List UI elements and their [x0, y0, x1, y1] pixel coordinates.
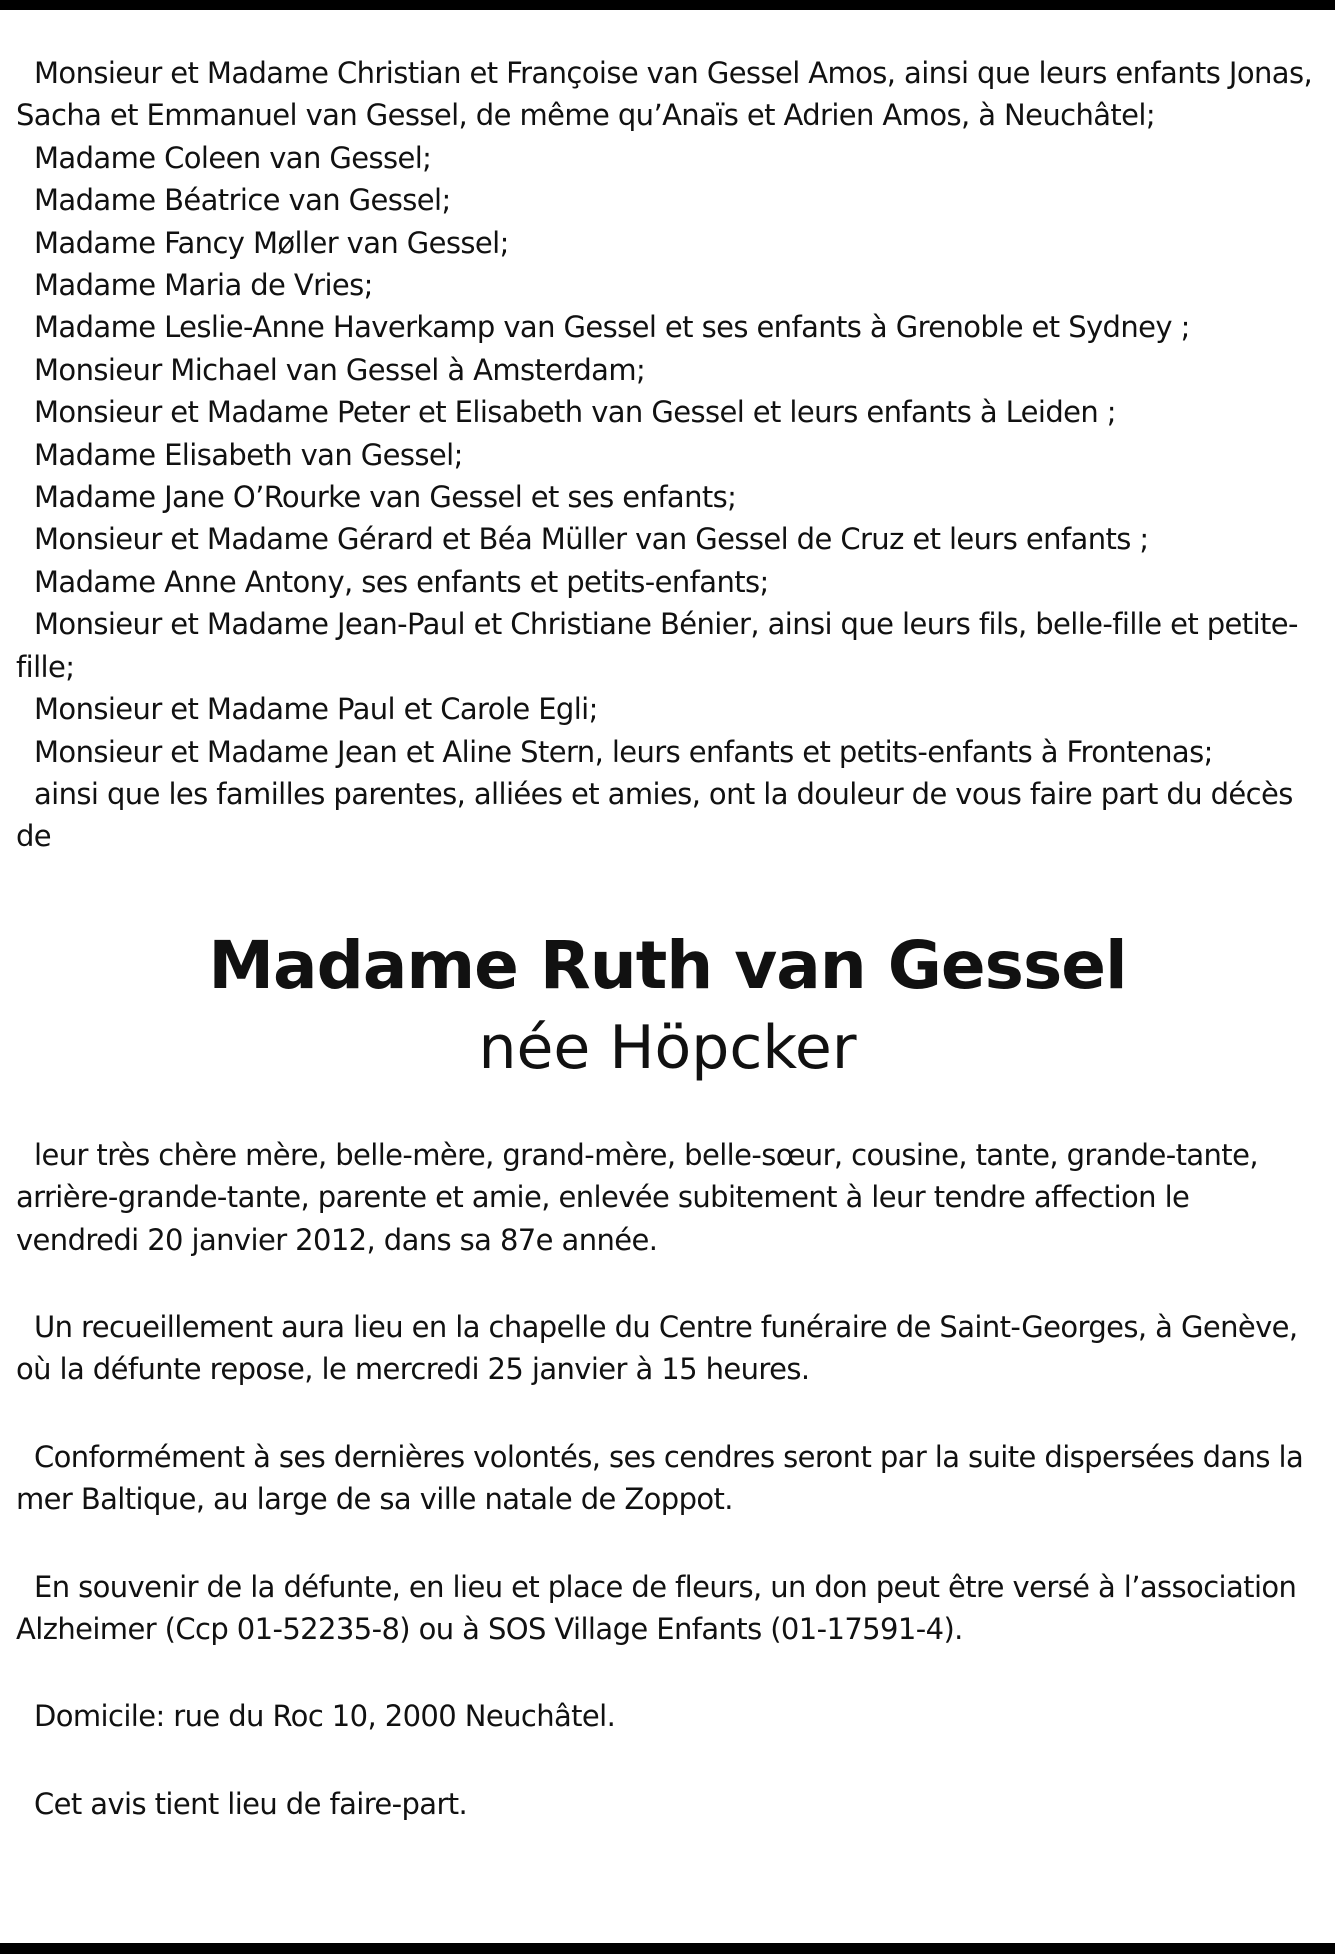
family-line: Madame Fancy Møller van Gessel; [34, 225, 509, 260]
family-list [16, 52, 1319, 858]
family-line: Madame Elisabeth van Gessel; [34, 437, 463, 472]
family-line: Monsieur et Madame Paul et Carole Egli; [34, 692, 598, 727]
family-line: Madame Anne Antony, ses enfants et petits-enfants; [34, 564, 769, 599]
notice-paragraph: Un recueillement aura lieu en la chapelle du Centre funéraire de Saint-Georges, à Genève, où la défunte repose, le mercredi 25 janvier à 15 heures. [16, 1309, 1298, 1387]
deceased-name: Madame Ruth van Gessel [208, 926, 1127, 1004]
notice-paragraph: Domicile: rue du Roc 10, 2000 Neuchâtel. [34, 1699, 616, 1734]
family-line: Monsieur et Madame Christian et Françoise van Gessel Amos, ainsi que leurs enfants Jonas, Sacha et Emmanuel van Gessel, de même qu’Anaïs et Adrien Amos, à Neuchâtel; [16, 56, 1313, 133]
bottom-border-rule [0, 1943, 1335, 1954]
notice-paragraph: Cet avis tient lieu de faire-part. [34, 1786, 468, 1821]
family-line: Madame Béatrice van Gessel; [34, 183, 451, 218]
family-line: Monsieur et Madame Gérard et Béa Müller van Gessel de Cruz et leurs enfants ; [34, 522, 1149, 557]
family-line: Madame Leslie-Anne Haverkamp van Gessel et ses enfants à Grenoble et Sydney ; [34, 310, 1190, 345]
top-border-rule [0, 0, 1335, 10]
family-line: Madame Jane O’Rourke van Gessel et ses enfants; [34, 480, 737, 515]
family-line: Madame Maria de Vries; [34, 268, 373, 303]
family-closing-line: ainsi que les familles parentes, alliées et amies, ont la douleur de vous faire part du décès de [16, 776, 1293, 854]
notice-paragraph: En souvenir de la défunte, en lieu et place de fleurs, un don peut être versé à l’association Alzheimer (Ccp 01-52235-8) ou à SOS Village Enfants (01-17591-4). [16, 1569, 1297, 1646]
obituary-notice [16, 52, 1319, 1825]
deceased-heading [16, 924, 1319, 1088]
family-line: Monsieur et Madame Peter et Elisabeth van Gessel et leurs enfants à Leiden ; [34, 395, 1116, 430]
family-line: Madame Coleen van Gessel; [34, 140, 432, 175]
family-line: Monsieur et Madame Jean-Paul et Christiane Bénier, ainsi que leurs fils, belle-fille et petite-fille; [16, 607, 1298, 684]
notice-body [16, 1134, 1319, 1825]
notice-paragraph: leur très chère mère, belle-mère, grand-mère, belle-sœur, cousine, tante, grande-tante, arrière-grande-tante, parente et amie, enlevée subitement à leur tendre affection le vendredi 20 janvier 2012, dans sa 87e année. [16, 1137, 1258, 1257]
family-line: Monsieur et Madame Jean et Aline Stern, leurs enfants et petits-enfants à Frontenas; [34, 734, 1213, 769]
notice-paragraph: Conformément à ses dernières volontés, ses cendres seront par la suite dispersées dans la mer Baltique, au large de sa ville natale de Zoppot. [16, 1439, 1304, 1517]
family-line: Monsieur Michael van Gessel à Amsterdam; [34, 352, 646, 387]
deceased-maiden-name: née Höpcker [478, 1012, 857, 1083]
